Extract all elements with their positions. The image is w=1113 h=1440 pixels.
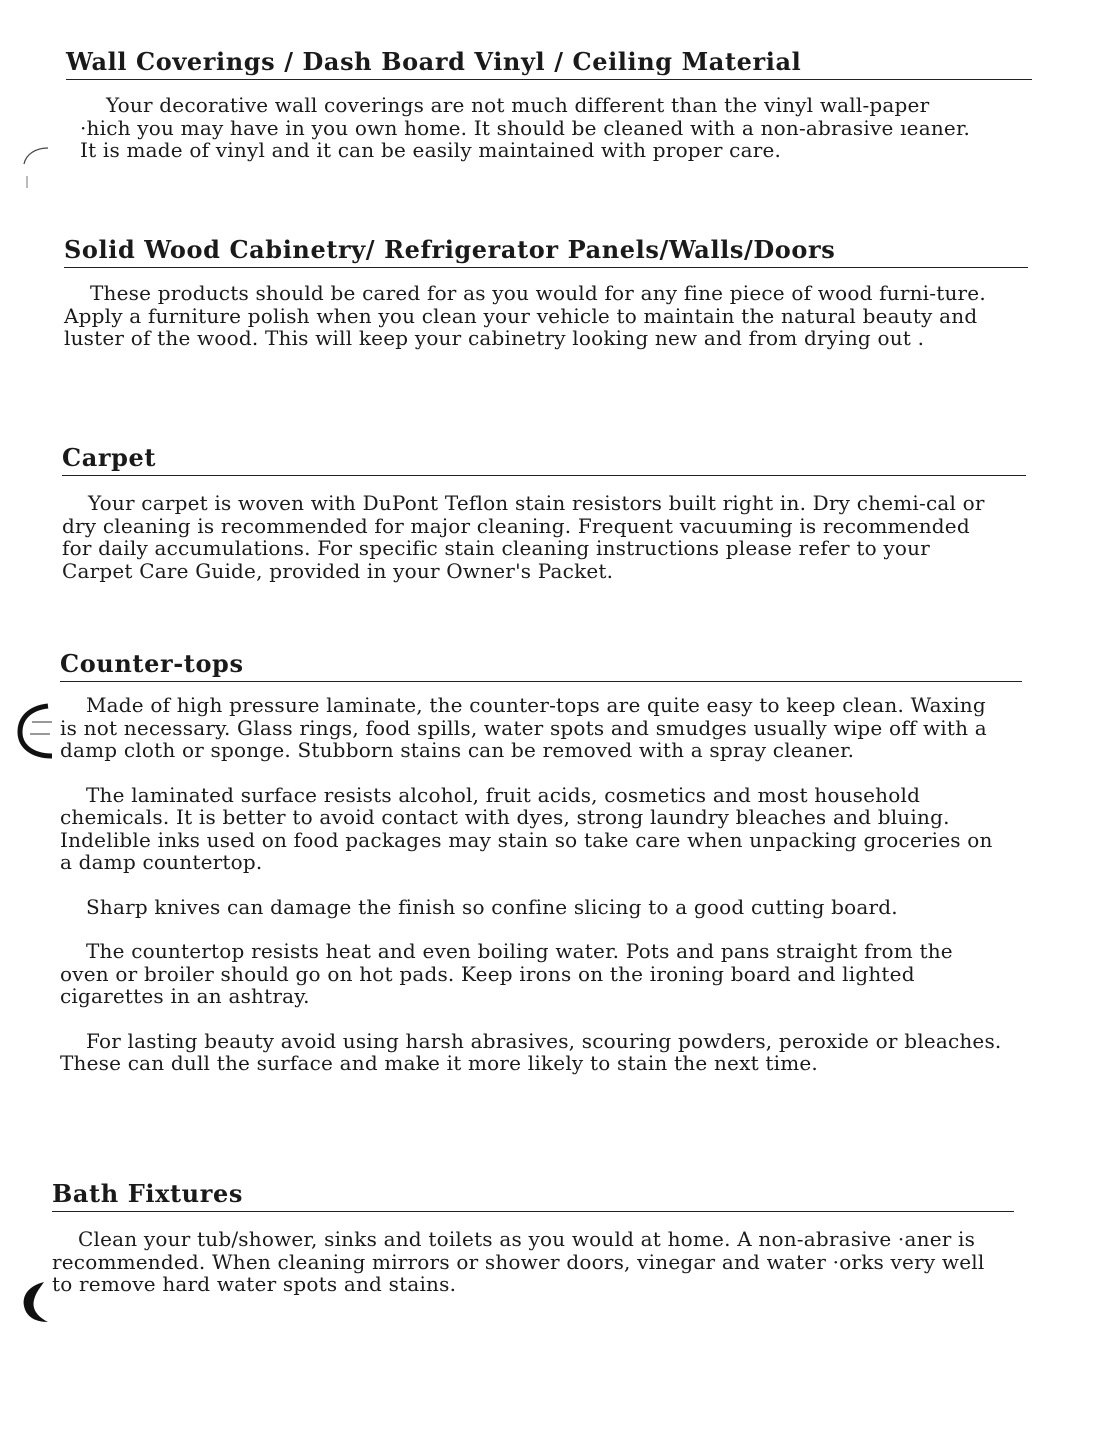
paragraph: Your carpet is woven with DuPont Teflon stain resistors built right in. Dry chemi-cal or dry cleaning is recommended for major cleaning. Frequent vacuuming is recommended for daily accumulations. For specific stain cleaning instructions please refer to your Carpet Care Guide, provided in your Owner's Packet. [62, 491, 985, 583]
section-wall-coverings [66, 48, 1032, 162]
section-heading: Bath Fixtures [52, 1180, 1014, 1212]
section-carpet [62, 444, 1026, 582]
section-bath-fixtures [52, 1180, 1014, 1296]
section-heading: Wall Coverings / Dash Board Vinyl / Ceiling Material [66, 48, 1032, 80]
paragraph: Sharp knives can damage the finish so confine slicing to a good cutting board. [86, 894, 898, 919]
section-counter-tops [60, 650, 1022, 1075]
binding-hole-mark-middle [8, 700, 60, 762]
paragraph: The laminated surface resists alcohol, fruit acids, cosmetics and most household chemicals. It is better to avoid contact with dyes, strong laundry bleaches and bluing. Indelible inks used on food packages may stain so take care when unpacking groceries on a damp countertop. [60, 782, 993, 874]
section-heading: Counter-tops [60, 650, 1022, 682]
paragraph: Your decorative wall coverings are not much different than the vinyl wall-paper ·hich you may have in you own home. It should be cleaned with a non-abrasive ıeaner. It is made of vinyl and it can be easily maintained with proper care. [80, 93, 971, 162]
section-solid-wood-cabinetry [64, 236, 1028, 350]
paragraph: Made of high pressure laminate, the counter-tops are quite easy to keep clean. Waxing is not necessary. Glass rings, food spills, water spots and smudges usually wipe off with a damp cloth or sponge. Stubborn stains can be removed with a spray cleaner. [60, 693, 987, 762]
binding-hole-mark-bottom [16, 1278, 52, 1328]
paragraph: For lasting beauty avoid using harsh abrasives, scouring powders, peroxide or bleaches. These can dull the surface and make it more likely to stain the next time. [60, 1028, 1002, 1075]
section-heading: Carpet [62, 444, 1026, 476]
binding-hole-mark-top [18, 142, 52, 202]
paragraph: These products should be cared for as you would for any fine piece of wood furni-ture. Apply a furniture polish when you clean your vehicle to maintain the natural beauty and luster of the wood. This will keep your cabinetry looking new and from drying out . [64, 281, 986, 350]
section-heading: Solid Wood Cabinetry/ Refrigerator Panels/Walls/Doors [64, 236, 1028, 268]
paragraph: The countertop resists heat and even boiling water. Pots and pans straight from the oven or broiler should go on hot pads. Keep irons on the ironing board and lighted cigarettes in an ashtray. [60, 939, 953, 1008]
paragraph: Clean your tub/shower, sinks and toilets as you would at home. A non-abrasive ·aner is recommended. When cleaning mirrors or shower doors, vinegar and water ·orks very well to remove hard water spots and stains. [52, 1227, 985, 1296]
